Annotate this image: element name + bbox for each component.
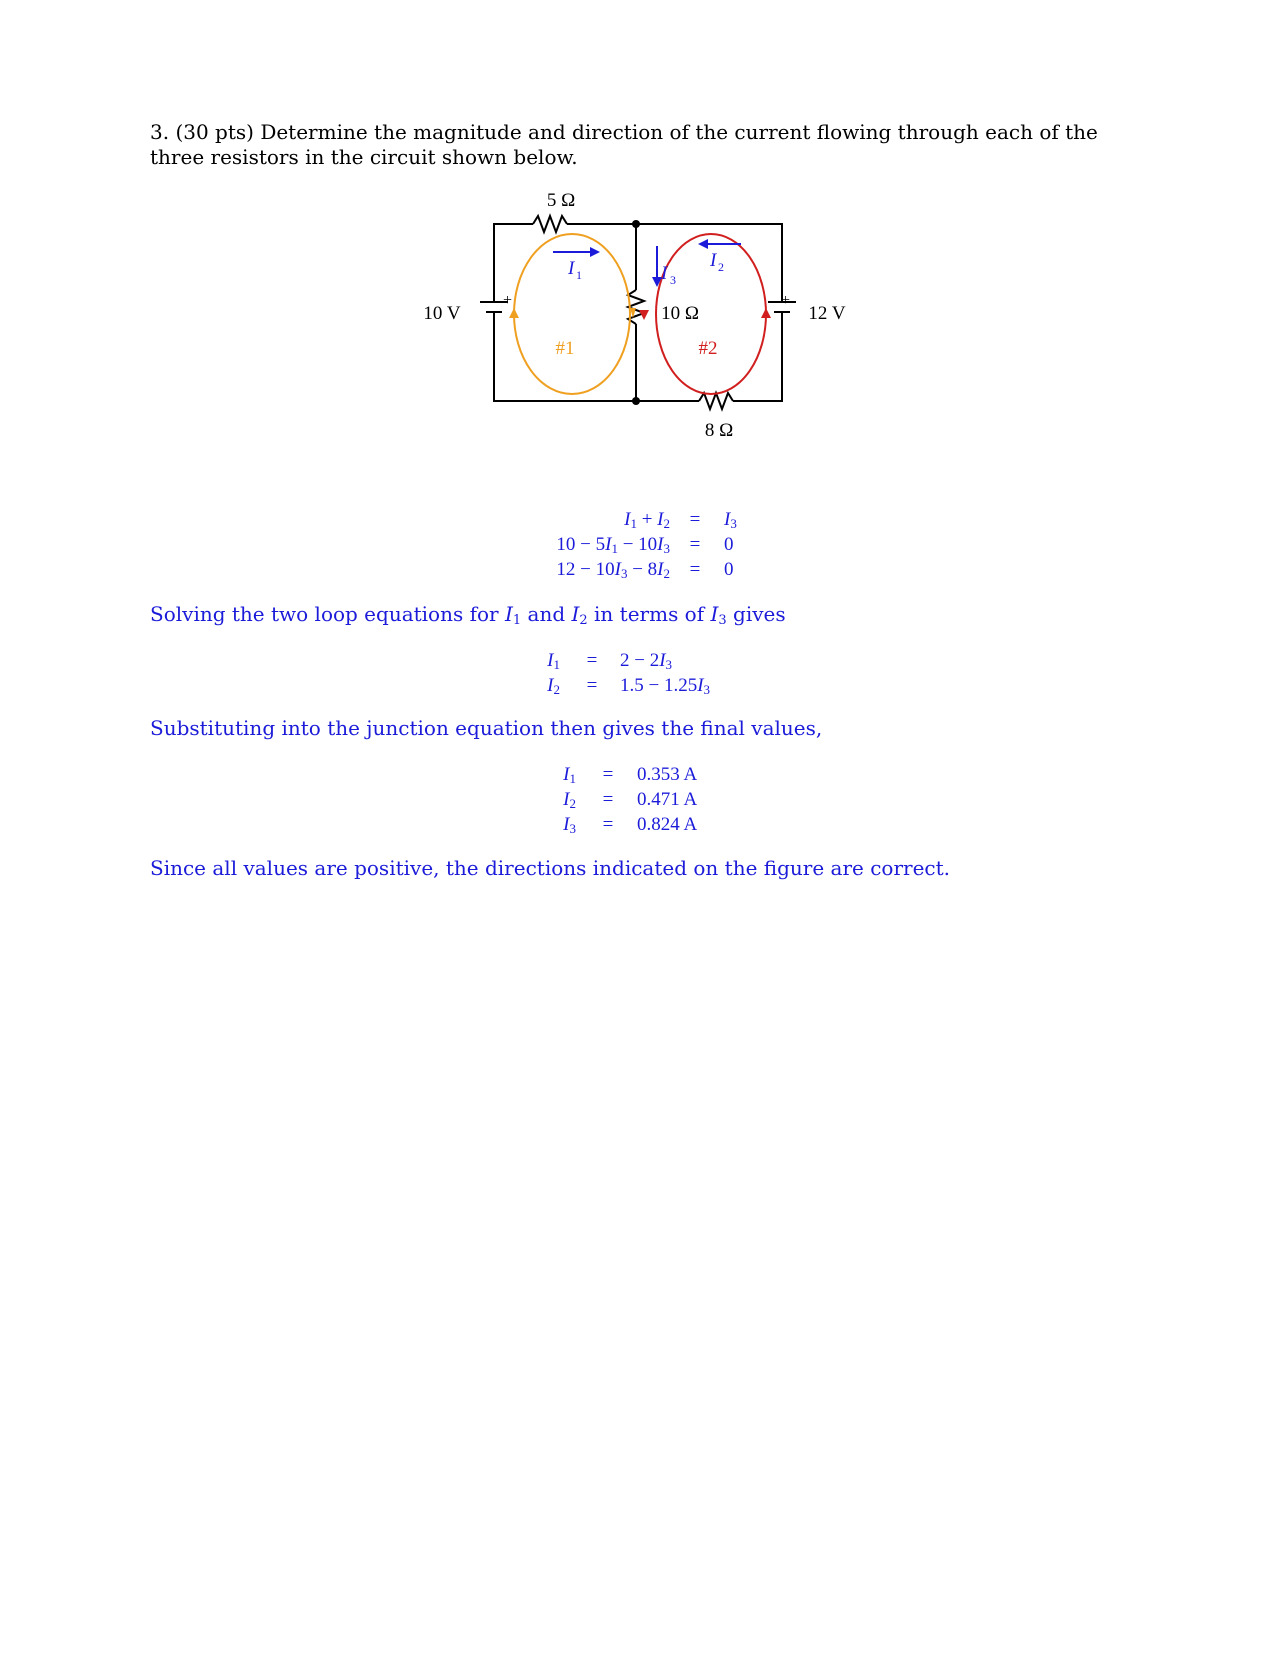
eq3-rhs: 0 [724,559,734,580]
text-substituting: Substituting into the junction equation then gives the final values, [150,716,823,740]
label-i1: I [568,258,575,279]
eq4-rhs: $2 - 2I_3$ [620,650,673,672]
eq6-sign: = [602,764,614,785]
eq6-lhs: $I_1$ [563,764,576,786]
label-i1-sub: 1 [576,268,582,282]
eq5-lhs: $I_2$ [547,675,560,697]
label-v-left: 10 V [423,303,461,324]
text-solving: Solving the two loop equations for $I_1$ and $I_2$ in terms of $I_3$ gives [150,602,786,628]
eq6-rhs: 0.353 A [637,764,698,785]
eq4-sign: = [586,650,598,671]
label-r-top: 5 Ω [546,190,576,211]
eq7-lhs: $I_2$ [563,789,576,811]
label-i2-sub: 2 [718,260,724,274]
eq8-lhs: $I_3$ [563,814,576,836]
label-r-mid: 10 Ω [661,303,699,324]
eq1-rhs: $I_3$ [724,509,737,531]
plus-left: + [503,292,513,309]
equation-block-solved [0,648,1280,703]
eq1-sign: = [689,509,701,530]
label-i3-sub: 3 [670,273,676,287]
circuit-diagram [400,180,850,450]
label-r-bottom: 8 Ω [704,420,734,441]
eq7-sign: = [602,789,614,810]
equation-block-final [0,762,1280,842]
label-v-right: 12 V [808,303,846,324]
problem-statement: 3. (30 pts) Determine the magnitude and direction of the current flowing through each of the three resistors in the circuit shown below. [150,120,1098,169]
eq3-sign: = [689,559,701,580]
eq8-sign: = [602,814,614,835]
eq4-lhs: $I_1$ [547,650,560,672]
text-conclusion: Since all values are positive, the directions indicated on the figure are correct. [150,856,951,880]
eq3-lhs: $12 - 10I_3 - 8I_2$ [556,559,670,581]
eq7-rhs: 0.471 A [637,789,698,810]
label-loop1: #1 [555,338,575,359]
eq2-lhs: $10 - 5I_1 - 10I_3$ [556,534,670,556]
eq5-rhs: $1.5 - 1.25I_3$ [620,675,711,697]
label-i3: I [661,263,668,284]
eq2-sign: = [689,534,701,555]
equation-block-junction-loops [0,507,1280,587]
label-i2: I [710,250,717,271]
label-loop2: #2 [698,338,718,359]
eq1-lhs: $I_1 + I_2$ [624,509,670,531]
eq5-sign: = [586,675,598,696]
eq2-rhs: 0 [724,534,734,555]
plus-right: + [781,292,791,309]
eq8-rhs: 0.824 A [637,814,698,835]
